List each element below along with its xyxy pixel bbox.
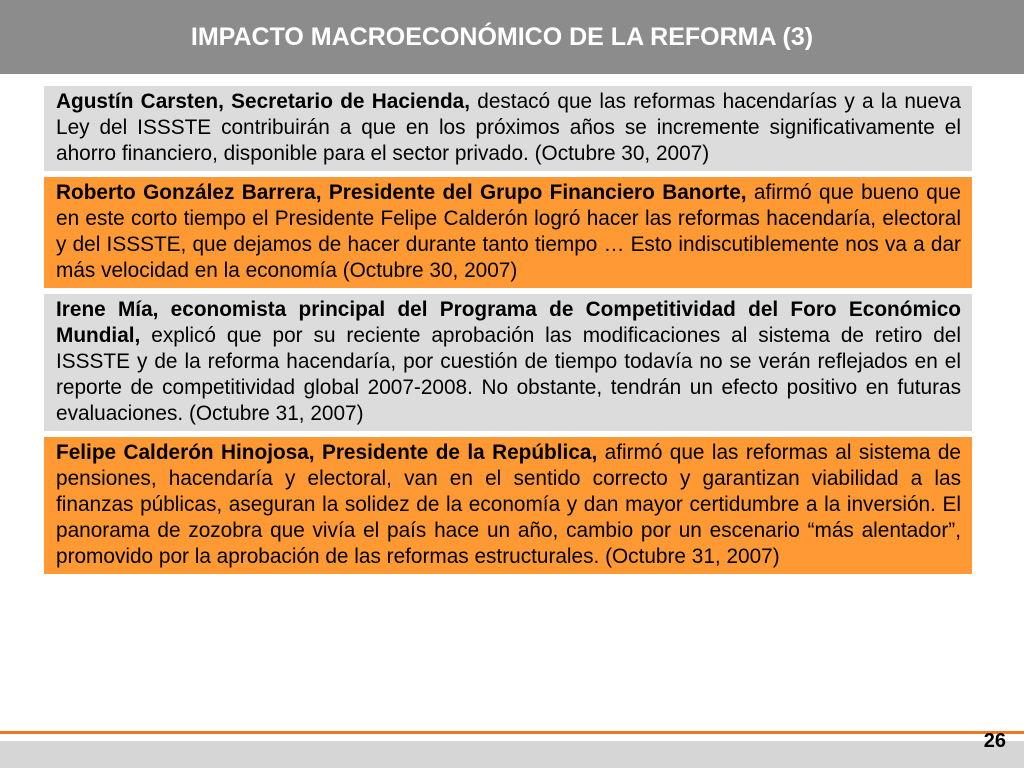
- footer-divider: [0, 731, 1024, 734]
- quote-box-gonzalez-barrera: [44, 177, 972, 294]
- page-number: 26: [983, 730, 1006, 752]
- quote-speaker: Felipe Calderón Hinojosa, Presidente de la República,: [56, 441, 605, 464]
- quote-text: destacó que las reformas hacendarías y a la nueva Ley del ISSSTE contribuirán a que en los próximos años se incremente significativamente el ahorro financiero, disponible para el sector privado. (Octubre 30, 2007): [56, 90, 961, 165]
- quote-speaker: Irene Mía, economista principal del Programa de Competitividad del Foro Económico Mundial,: [56, 298, 961, 347]
- footer-bar: [0, 741, 1024, 768]
- quote-text: afirmó que bueno que en este corto tiempo el Presidente Felipe Calderón logró hacer las reformas hacendaría, electoral y del ISSSTE, que dejamos de hacer durante tanto tiempo … Esto indiscutiblemente nos va a dar más velocidad en la economía (Octubre 30, 2007): [56, 181, 961, 282]
- quote-box-irene-mia: [44, 294, 972, 437]
- quote-text: afirmó que las reformas al sistema de pensiones, hacendaría y electoral, van en el sentido correcto y garantizan viabilidad a las finanzas públicas, aseguran la solidez de la economía y dan mayor certidumbre a la inversión. El panorama de zozobra que vivía el país hace un año, cambio por un escenario “más alentador”, promovido por la aprobación de las reformas estructurales. (Octubre 31, 2007): [56, 441, 961, 568]
- quote-text: explicó que por su reciente aprobación las modificaciones al sistema de retiro del ISSSTE y de la reforma hacendaría, por cuestión de tiempo todavía no se verán reflejados en el reporte de competitividad global 2007-2008. No obstante, tendrán un efecto positivo en futuras evaluaciones. (Octubre 31, 2007): [56, 324, 961, 425]
- quote-box-calderon: [44, 437, 972, 580]
- quote-speaker: Roberto González Barrera, Presidente del Grupo Financiero Banorte,: [56, 181, 754, 204]
- quote-box-carstens: [44, 86, 972, 177]
- quote-speaker: Agustín Carsten, Secretario de Hacienda,: [56, 90, 478, 113]
- title-bar: [0, 0, 1024, 74]
- slide-title: IMPACTO MACROECONÓMICO DE LA REFORMA (3): [190, 23, 814, 51]
- quotes-list: [44, 86, 972, 580]
